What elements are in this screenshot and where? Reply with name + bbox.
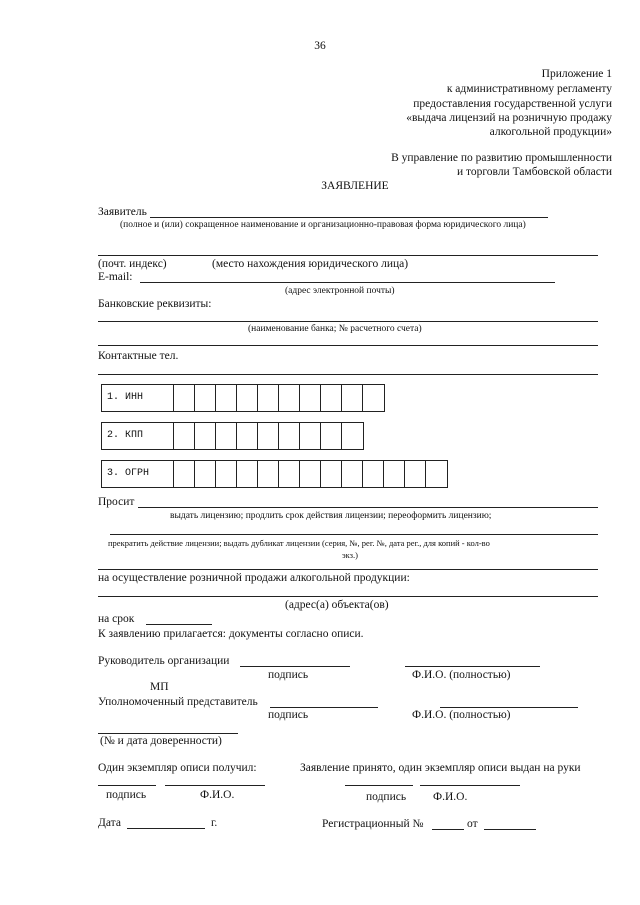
inn-grid: [101, 384, 385, 412]
postal-index-hint: (почт. индекс): [98, 258, 167, 270]
ogrn-cell[interactable]: [279, 461, 300, 487]
contacts-label: Контактные тел.: [98, 350, 179, 362]
kpp-cell[interactable]: [321, 423, 342, 449]
representative-signature-field[interactable]: [270, 707, 378, 708]
kpp-cell[interactable]: [237, 423, 258, 449]
head-label: Руководитель организации: [98, 655, 230, 667]
appendix-line-1: Приложение 1: [541, 68, 612, 80]
representative-sign-hint: подпись: [268, 709, 309, 721]
representative-label: Уполномоченный представитель: [98, 696, 258, 708]
kpp-grid: [101, 422, 364, 450]
receipt-right-name-field[interactable]: [420, 785, 520, 786]
receipt-right-signature-field[interactable]: [345, 785, 413, 786]
inn-cell[interactable]: [342, 385, 363, 411]
appendix-line-5: алкогольной продукции»: [489, 126, 612, 138]
object-address-field[interactable]: [98, 596, 598, 597]
ogrn-grid: [101, 460, 448, 488]
inn-cell[interactable]: [321, 385, 342, 411]
kpp-cell[interactable]: [342, 423, 363, 449]
address-field[interactable]: [98, 255, 598, 256]
term-label: на срок: [98, 613, 135, 625]
registration-from-label: от: [467, 818, 478, 830]
registration-label: Регистрационный №: [322, 818, 424, 830]
ogrn-cell[interactable]: [321, 461, 342, 487]
ogrn-cell[interactable]: [384, 461, 405, 487]
date-label: Дата: [98, 817, 121, 829]
email-label: E-mail:: [98, 271, 133, 283]
ogrn-cell[interactable]: [426, 461, 447, 487]
inn-cell[interactable]: [279, 385, 300, 411]
location-hint: (место нахождения юридического лица): [212, 258, 409, 270]
kpp-cell[interactable]: [174, 423, 195, 449]
receipt-right-sign-hint: подпись: [366, 791, 407, 803]
kpp-label: 2. КПП: [102, 423, 174, 449]
request-field[interactable]: [138, 507, 598, 508]
head-name-hint: Ф.И.О. (полностью): [412, 669, 511, 681]
inn-cell[interactable]: [300, 385, 321, 411]
ogrn-cell[interactable]: [300, 461, 321, 487]
ogrn-cell[interactable]: [216, 461, 237, 487]
ogrn-cell[interactable]: [363, 461, 384, 487]
bank-field-2[interactable]: [98, 345, 598, 346]
request-label: Просит: [98, 496, 135, 508]
appendix-line-4: «выдача лицензий на розничную продажу: [406, 112, 612, 124]
inn-cell[interactable]: [174, 385, 195, 411]
contacts-field[interactable]: [98, 374, 598, 375]
receipt-left-name-hint: Ф.И.О.: [200, 789, 235, 801]
receipt-left-sign-hint: подпись: [106, 789, 147, 801]
ogrn-label: 3. ОГРН: [102, 461, 174, 487]
applicant-hint: (полное и (или) сокращенное наименование и организационно-правовая форма юридического лица): [120, 220, 526, 230]
power-of-attorney-field[interactable]: [98, 733, 238, 734]
applicant-field[interactable]: [150, 217, 548, 218]
object-address-hint: (адрес(а) объекта(ов): [285, 599, 389, 611]
ogrn-cell[interactable]: [258, 461, 279, 487]
page-number: 36: [314, 40, 326, 52]
inn-cell[interactable]: [237, 385, 258, 411]
receipt-left-label: Один экземпляр описи получил:: [98, 762, 257, 774]
kpp-cell[interactable]: [300, 423, 321, 449]
registration-date-field[interactable]: [484, 829, 536, 830]
registration-number-field[interactable]: [432, 829, 464, 830]
kpp-cell[interactable]: [258, 423, 279, 449]
email-hint: (адрес электронной почты): [285, 286, 395, 296]
bank-label: Банковские реквизиты:: [98, 298, 212, 310]
inn-cell[interactable]: [258, 385, 279, 411]
applicant-label: Заявитель: [98, 206, 147, 218]
document-title: ЗАЯВЛЕНИЕ: [321, 180, 389, 192]
bank-hint: (наименование банка; № расчетного счета): [248, 324, 422, 334]
request-field-2[interactable]: [110, 534, 598, 535]
request-options-2: прекратить действие лицензии; выдать дубликат лицензии (серия, №, рег. №, дата рег., для копий - кол-во: [108, 538, 490, 548]
date-field[interactable]: [127, 828, 205, 829]
ogrn-cell[interactable]: [405, 461, 426, 487]
request-field-3[interactable]: [98, 569, 598, 570]
appendix-line-2: к административному регламенту: [446, 83, 612, 95]
ogrn-cell[interactable]: [174, 461, 195, 487]
attachments-text: К заявлению прилагается: документы согласно описи.: [98, 628, 364, 640]
kpp-cell[interactable]: [216, 423, 237, 449]
kpp-cell[interactable]: [195, 423, 216, 449]
receipt-left-name-field[interactable]: [165, 785, 265, 786]
date-suffix: г.: [211, 817, 218, 829]
head-sign-hint: подпись: [268, 669, 309, 681]
head-name-field[interactable]: [405, 666, 540, 667]
representative-name-field[interactable]: [440, 707, 578, 708]
kpp-cell[interactable]: [279, 423, 300, 449]
ogrn-cell[interactable]: [342, 461, 363, 487]
inn-cell[interactable]: [363, 385, 384, 411]
request-options-3: экз.): [342, 550, 358, 560]
inn-cell[interactable]: [216, 385, 237, 411]
ogrn-cell[interactable]: [195, 461, 216, 487]
head-signature-field[interactable]: [240, 666, 350, 667]
representative-name-hint: Ф.И.О. (полностью): [412, 709, 511, 721]
inn-cell[interactable]: [195, 385, 216, 411]
stamp-label: МП: [150, 681, 169, 693]
bank-field[interactable]: [98, 321, 598, 322]
addressee-line-2: и торговли Тамбовской области: [456, 166, 612, 178]
addressee-line-1: В управление по развитию промышленности: [391, 152, 612, 164]
receipt-right-name-hint: Ф.И.О.: [433, 791, 468, 803]
email-field[interactable]: [140, 282, 555, 283]
receipt-left-signature-field[interactable]: [98, 785, 156, 786]
purpose-text: на осуществление розничной продажи алкогольной продукции:: [98, 572, 410, 584]
receipt-right-label: Заявление принято, один экземпляр описи выдан на руки: [300, 762, 581, 774]
request-options-1: выдать лицензию; продлить срок действия лицензии; переоформить лицензию;: [170, 511, 492, 521]
power-of-attorney-hint: (№ и дата доверенности): [100, 735, 222, 747]
term-field[interactable]: [146, 624, 212, 625]
ogrn-cell[interactable]: [237, 461, 258, 487]
appendix-line-3: предоставления государственной услуги: [413, 98, 612, 110]
inn-label: 1. ИНН: [102, 385, 174, 411]
